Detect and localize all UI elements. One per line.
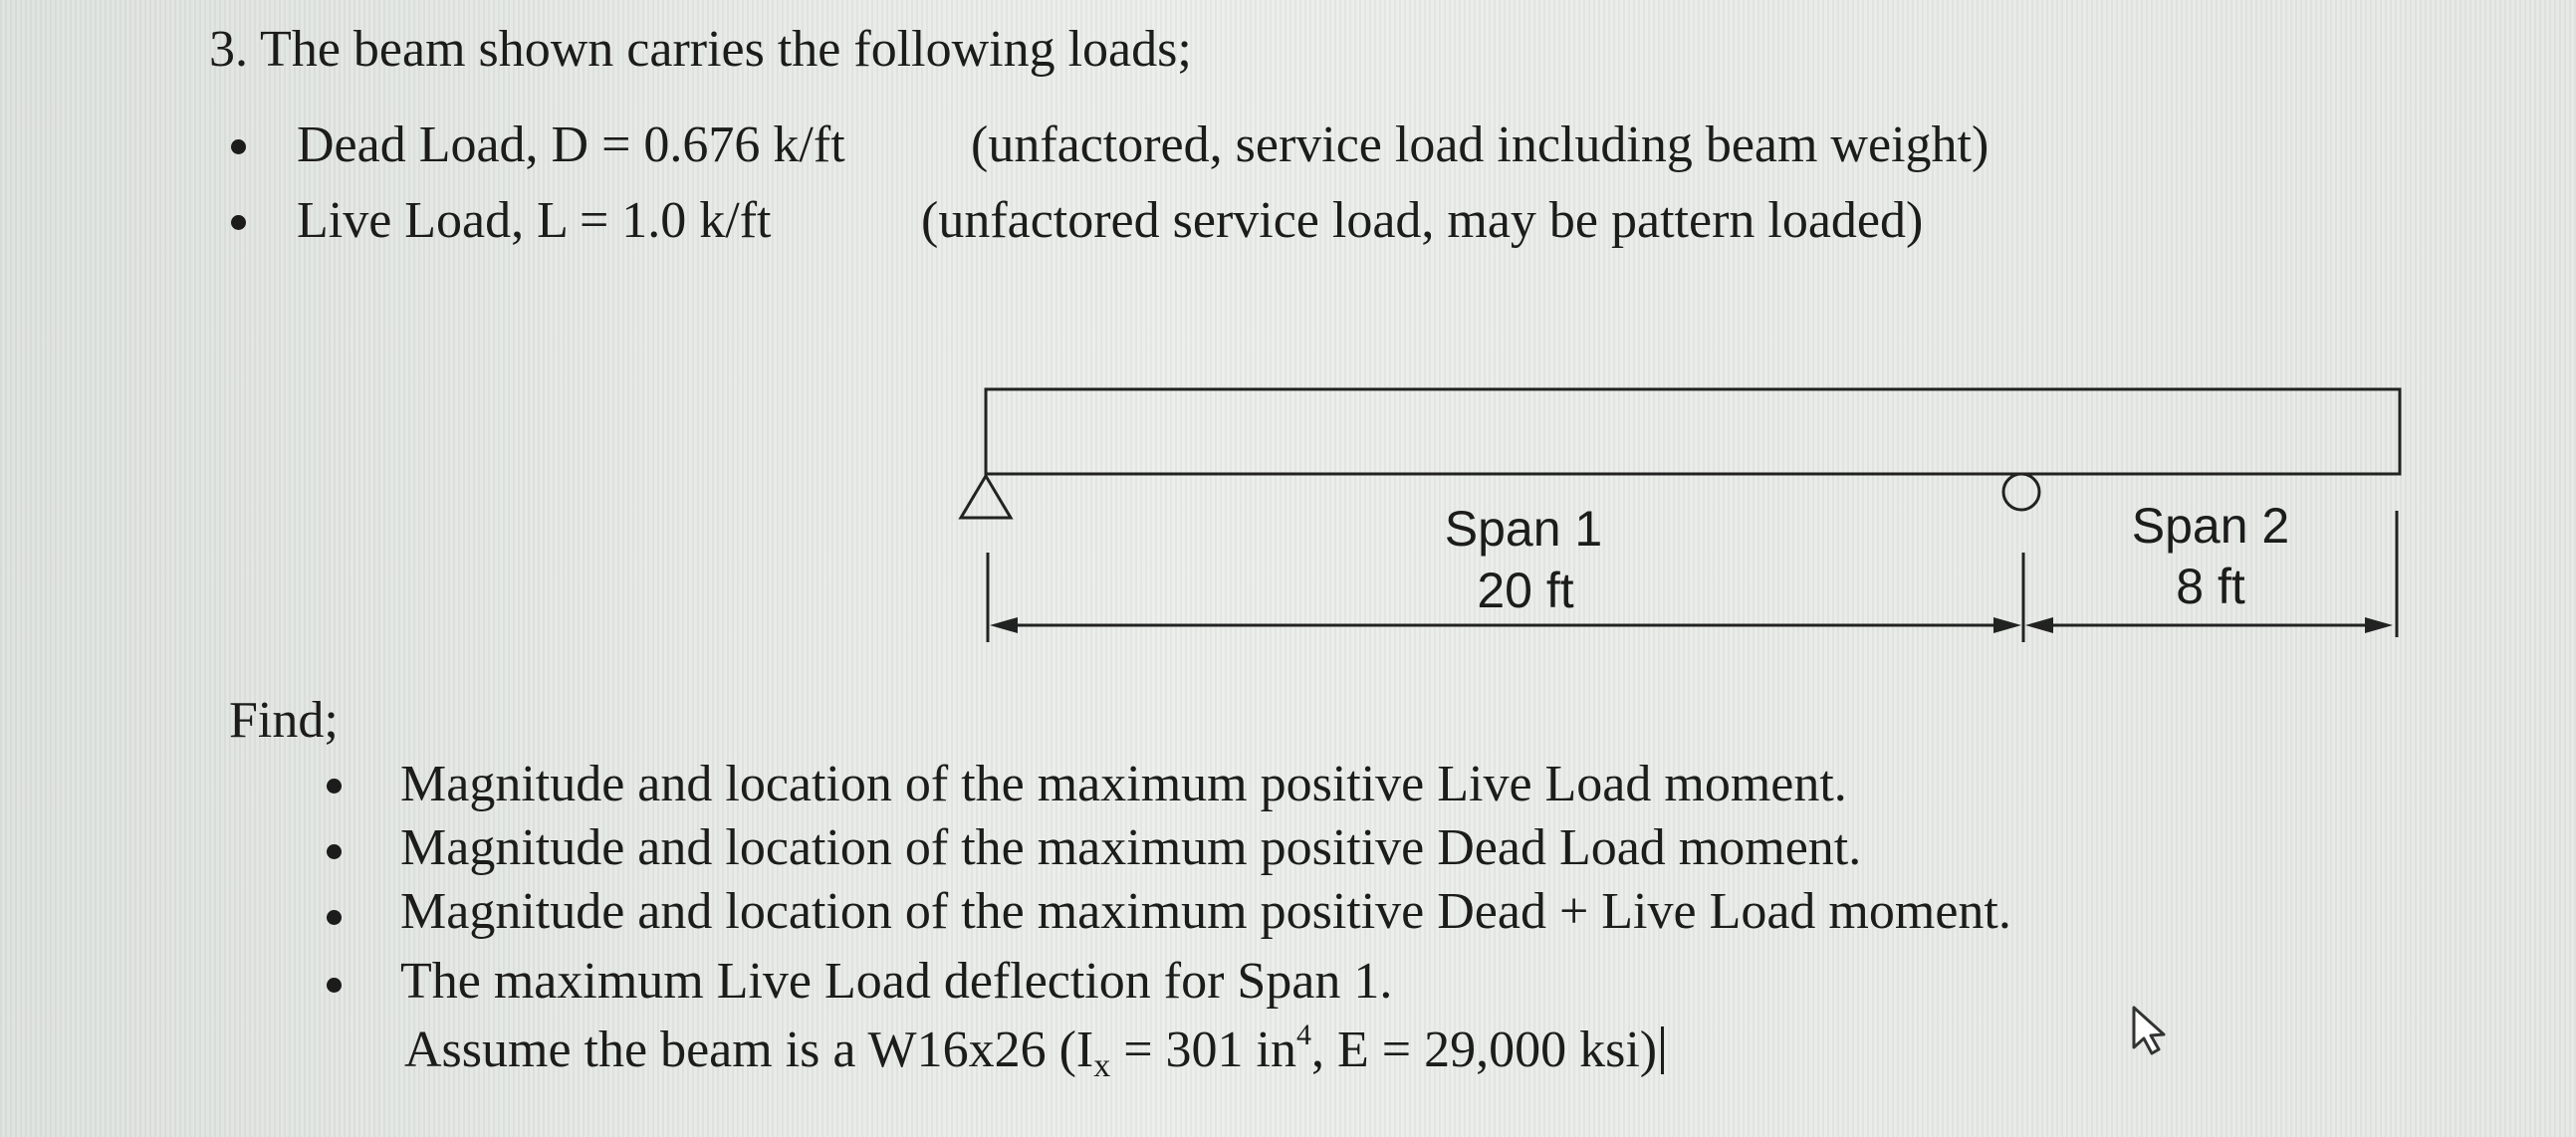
assumption-line [404, 1021, 1664, 1083]
bullet-icon [327, 844, 342, 859]
find-item: The maximum Live Load deflection for Span 1. [400, 953, 1393, 1010]
mouse-pointer-icon [2134, 1008, 2164, 1053]
pin-support-icon [961, 476, 1011, 518]
span1-name: Span 1 [1444, 501, 1603, 557]
assumption-superscript: 4 [1296, 1019, 1312, 1051]
arrowhead-icon [2365, 617, 2393, 633]
assumption-subscript: x [1093, 1047, 1111, 1084]
roller-support-icon [2003, 474, 2039, 510]
find-heading: Find; [229, 692, 339, 749]
dead-load-label: Dead Load, D = 0.676 k/ft [297, 116, 845, 173]
span2-length: 8 ft [2176, 559, 2245, 614]
live-load-note: (unfactored service load, may be pattern loaded) [921, 192, 1924, 249]
assumption-mid: = 301 in [1110, 1022, 1297, 1078]
find-item: Magnitude and location of the maximum positive Dead Load moment. [400, 819, 1862, 876]
find-item: Magnitude and location of the maximum positive Dead + Live Load moment. [400, 883, 2011, 940]
text-cursor-icon [1661, 1026, 1664, 1074]
arrowhead-icon [1993, 617, 2021, 633]
span2-name: Span 2 [2131, 498, 2290, 554]
dead-load-note: (unfactored, service load including beam weight) [971, 116, 1990, 173]
arrowhead-icon [2025, 617, 2053, 633]
assumption-prefix: Assume the beam is a W16x26 (I [404, 1022, 1094, 1078]
bullet-icon [327, 779, 342, 794]
arrowhead-icon [990, 617, 1018, 633]
span1-length: 20 ft [1477, 563, 1574, 618]
assumption-suffix: , E = 29,000 ksi) [1311, 1022, 1658, 1078]
bullet-icon [327, 910, 342, 925]
bullet-icon [327, 978, 342, 993]
problem-heading: 3. The beam shown carries the following loads; [209, 21, 1192, 78]
find-item: Magnitude and location of the maximum positive Live Load moment. [400, 756, 1847, 812]
beam [986, 389, 2400, 474]
live-load-label: Live Load, L = 1.0 k/ft [297, 192, 772, 249]
